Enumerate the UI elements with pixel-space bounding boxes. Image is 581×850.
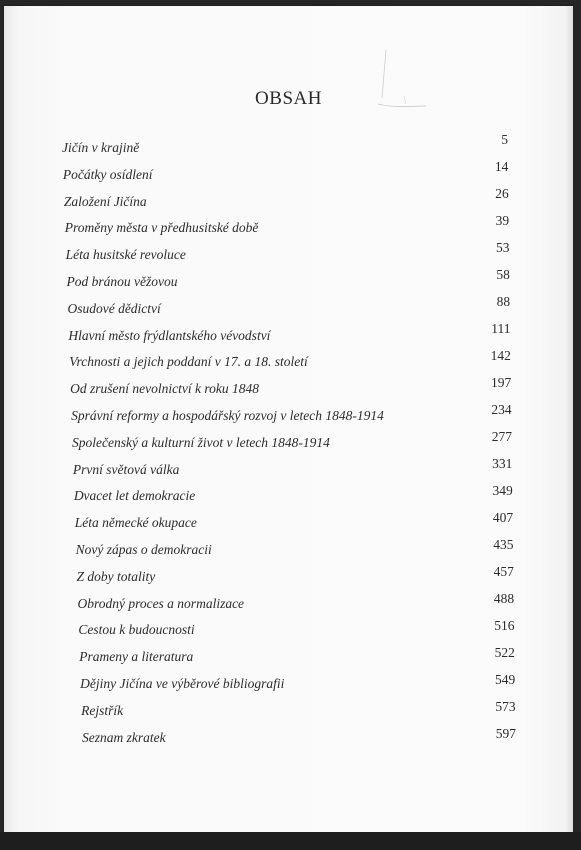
toc-entry-page-number: 53 bbox=[495, 240, 510, 255]
toc-entry-page-number: 516 bbox=[494, 618, 515, 633]
toc-entry-page-number: 549 bbox=[495, 672, 516, 687]
toc-entry-page-number: 197 bbox=[491, 375, 512, 390]
toc-entry-page-number: 39 bbox=[495, 213, 510, 228]
toc-entry-label: Seznam zkratek bbox=[82, 729, 166, 745]
toc-entry-label: Léta německé okupace bbox=[74, 515, 197, 531]
toc-entry-label: Proměny města v předhusitské době bbox=[64, 220, 259, 236]
toc-entry-label: Společenský a kulturní život v letech 1848-1914 bbox=[72, 434, 330, 450]
toc-entry-label: Z doby totality bbox=[76, 568, 156, 584]
toc-entry-page-number: 234 bbox=[491, 402, 512, 417]
toc-entry-label: První světová válka bbox=[72, 461, 180, 477]
toc-entry-page-number: 407 bbox=[492, 510, 514, 525]
toc-entry-page-number: 349 bbox=[492, 483, 513, 498]
page-title: OBSAH bbox=[255, 88, 322, 109]
toc-entry-page-number: 573 bbox=[495, 699, 516, 714]
paper-sheet bbox=[4, 6, 573, 832]
toc-entry-page-number: 457 bbox=[493, 564, 514, 579]
toc-entry-label: Založení Jičína bbox=[63, 193, 147, 209]
toc-entry-label: Dvacet let demokracie bbox=[73, 488, 196, 504]
toc-entry-label: Vrchnosti a jejich poddaní v 17. a 18. století bbox=[69, 354, 308, 370]
toc-entry-page-number: 331 bbox=[492, 456, 513, 471]
toc-entry-label: Jičín v krajině bbox=[62, 140, 140, 155]
toc-entry-label: Pod bránou věžovou bbox=[66, 274, 178, 289]
toc-entry-page-number: 111 bbox=[491, 321, 511, 336]
toc-entry-page-number: 435 bbox=[493, 537, 514, 552]
toc-entry-page-number: 14 bbox=[494, 159, 509, 174]
toc-entry-label: Hlavní město frýdlantského vévodství bbox=[68, 327, 271, 343]
toc-entry-page-number: 277 bbox=[491, 429, 512, 444]
toc-entry-label: Prameny a literatura bbox=[79, 649, 194, 665]
toc-entry-label: Počátky osídlení bbox=[62, 166, 153, 182]
toc-entry-label: Správní reformy a hospodářský rozvoj v letech 1848-1914 bbox=[71, 408, 384, 423]
toc-entry-page-number: 5 bbox=[501, 132, 508, 147]
toc-entry-label: Od zrušení nevolnictví k roku 1848 bbox=[70, 381, 260, 397]
toc-entry-label: Rejstřík bbox=[81, 702, 124, 718]
toc-entry-page-number: 142 bbox=[490, 348, 511, 363]
toc-entry-label: Dějiny Jičína ve výběrové bibliografii bbox=[80, 676, 285, 691]
toc-entry-page-number: 488 bbox=[493, 591, 515, 606]
scan-border bbox=[0, 832, 581, 850]
table-of-contents bbox=[4, 6, 573, 832]
toc-entry-page-number: 26 bbox=[495, 186, 509, 201]
toc-entry-page-number: 58 bbox=[496, 267, 510, 282]
toc-entry-page-number: 522 bbox=[494, 645, 515, 660]
toc-entry-label: Osudové dědictví bbox=[67, 300, 161, 316]
toc-entry-label: Léta husitské revoluce bbox=[65, 247, 186, 263]
toc-entry-label: Obrodný proces a normalizace bbox=[77, 595, 245, 611]
toc-entry-page-number: 597 bbox=[495, 726, 516, 741]
toc-entry-label: Cestou k budoucnosti bbox=[78, 622, 195, 638]
toc-entry-label: Nový zápas o demokracii bbox=[75, 542, 212, 557]
toc-entry-page-number: 88 bbox=[496, 294, 511, 309]
